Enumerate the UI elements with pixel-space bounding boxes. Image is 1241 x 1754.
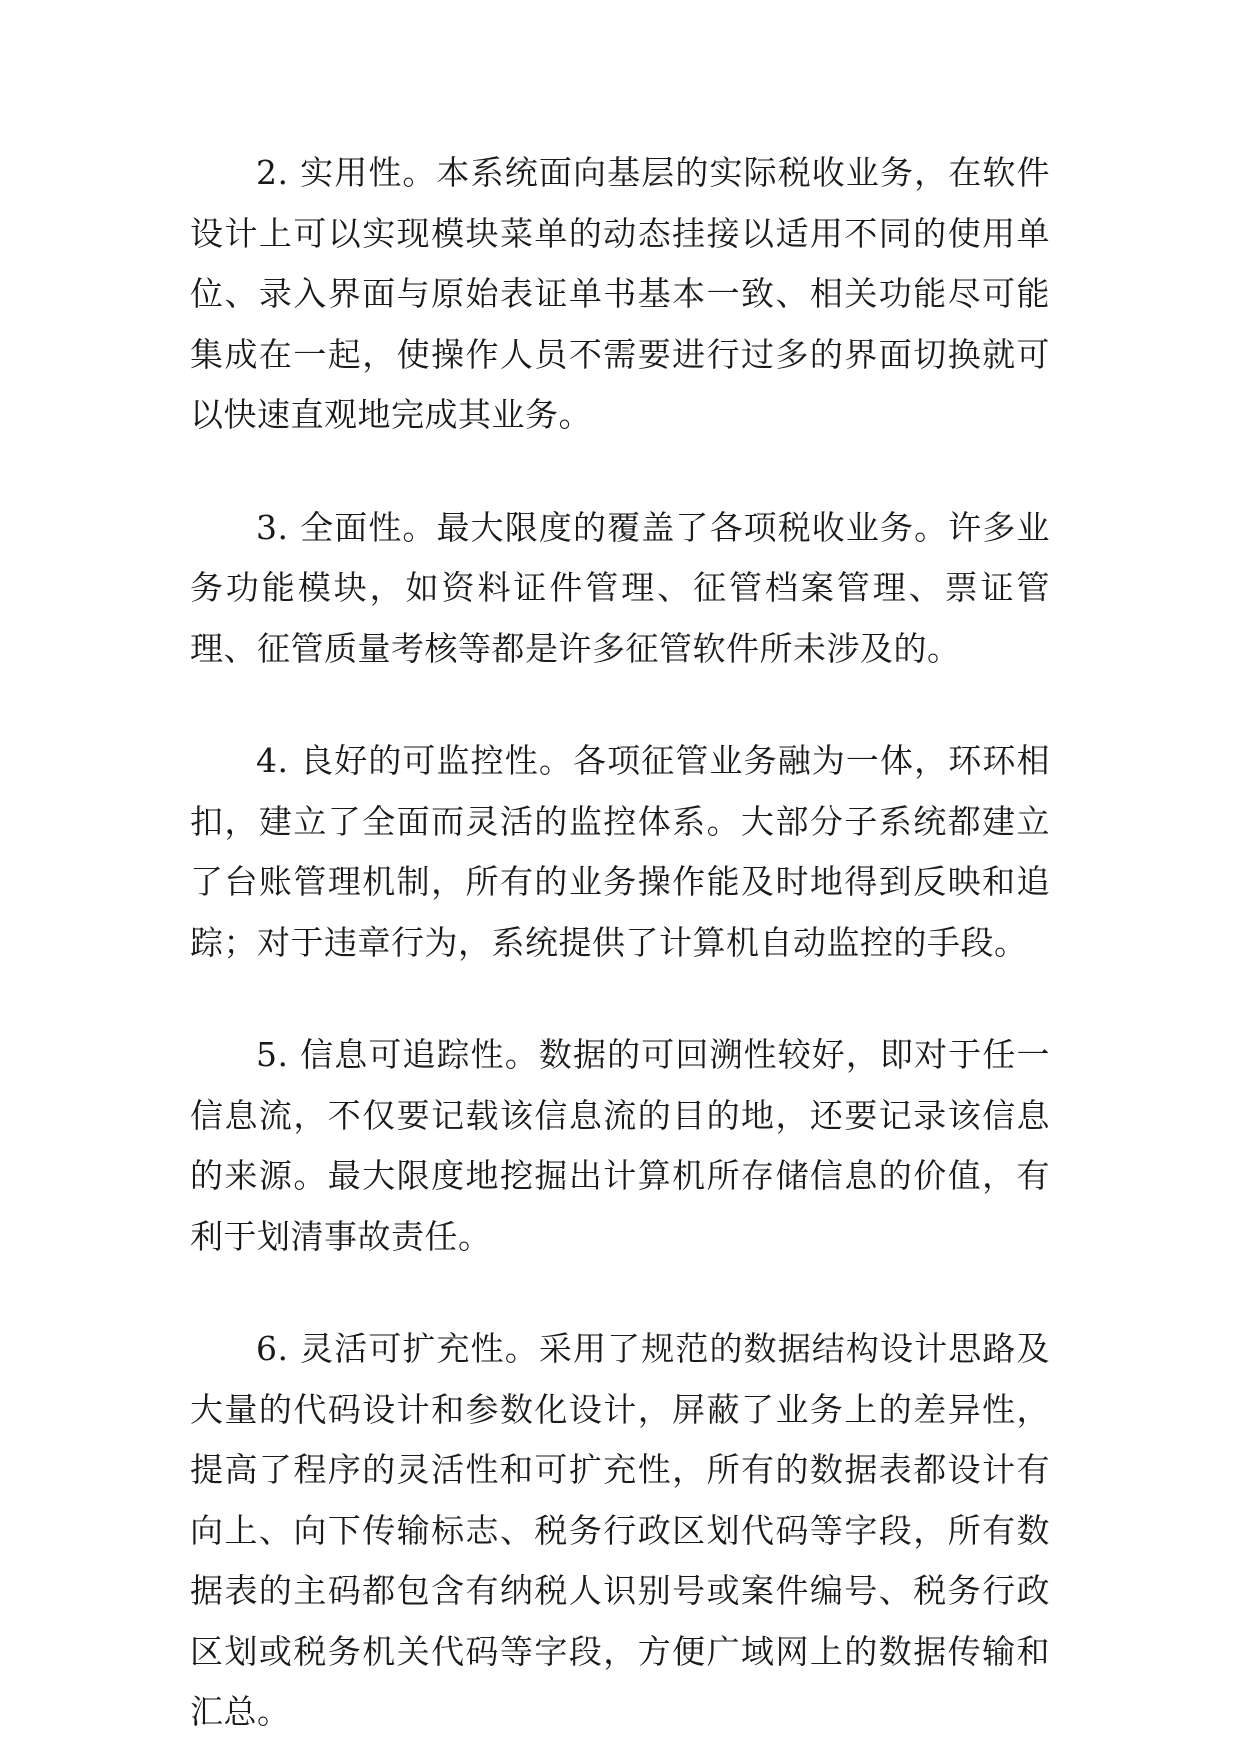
paragraph-extensibility: 6. 灵活可扩充性。采用了规范的数据结构设计思路及大量的代码设计和参数化设计，屏蔽了业务上的差异性，提高了程序的灵活性和可扩充性，所有的数据表都设计有向上、向下传输标志、税务行政区划代码等字段，所有数据表的主码都包含有纳税人识别号或案件编号、税务行政区划或税务机关代码等字段，方便广域网上的数据传输和汇总。 xyxy=(190,1329,1050,1731)
document-page xyxy=(190,143,1050,1743)
paragraph-comprehensiveness: 3. 全面性。最大限度的覆盖了各项税收业务。许多业务功能模块，如资料证件管理、征管档案管理、票证管理、征管质量考核等都是许多征管软件所未涉及的。 xyxy=(190,507,1050,668)
paragraph-traceability: 5. 信息可追踪性。数据的可回溯性较好，即对于任一信息流，不仅要记载该信息流的目的地，还要记录该信息的来源。最大限度地挖掘出计算机所存储信息的价值，有利于划清事故责任。 xyxy=(190,1035,1050,1256)
paragraph-monitorability: 4. 良好的可监控性。各项征管业务融为一体，环环相扣，建立了全面而灵活的监控体系。大部分子系统都建立了台账管理机制，所有的业务操作能及时地得到反映和追踪；对于违章行为，系统提供了计算机自动监控的手段。 xyxy=(190,741,1050,962)
paragraph-practicality: 2. 实用性。本系统面向基层的实际税收业务，在软件设计上可以实现模块菜单的动态挂接以适用不同的使用单位、录入界面与原始表证单书基本一致、相关功能尽可能集成在一起，使操作人员不需要进行过多的界面切换就可以快速直观地完成其业务。 xyxy=(190,153,1050,434)
